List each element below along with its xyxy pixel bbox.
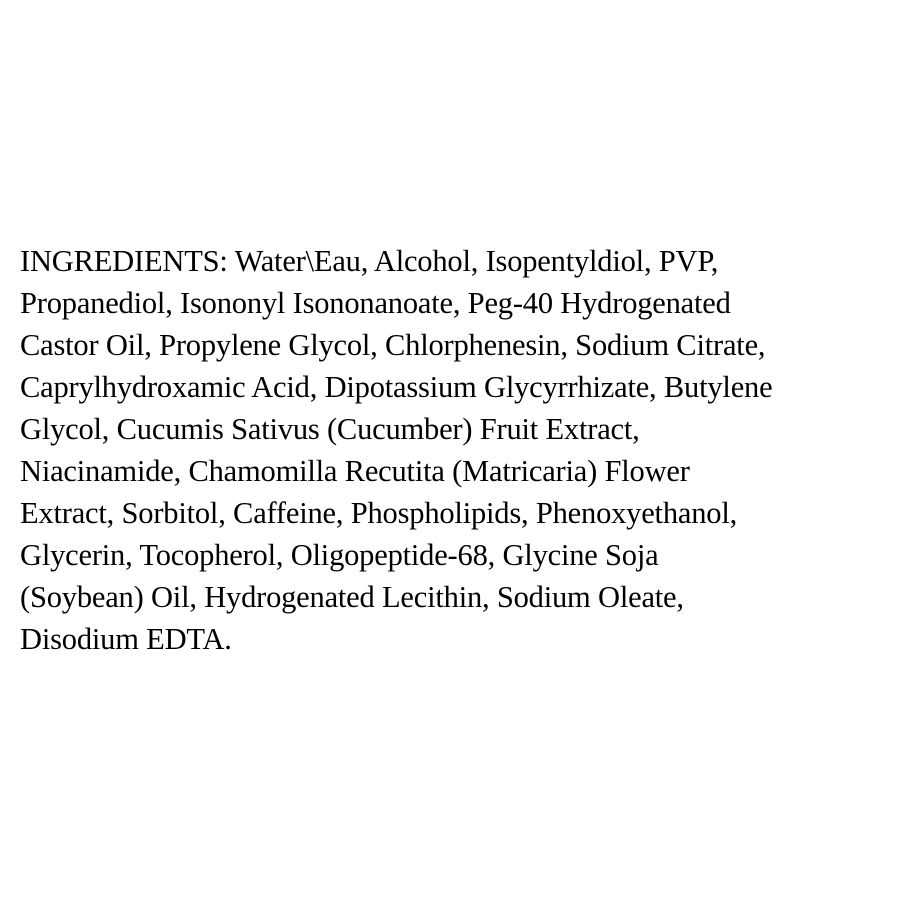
ingredients-text (20, 240, 890, 660)
ingredients-line: Caprylhydroxamic Acid, Dipotassium Glycyrrhizate, Butylene (20, 370, 773, 404)
ingredients-line: Glycerin, Tocopherol, Oligopeptide-68, Glycine Soja (20, 538, 659, 572)
ingredients-line: Glycol, Cucumis Sativus (Cucumber) Fruit Extract, (20, 412, 640, 446)
ingredients-line: Castor Oil, Propylene Glycol, Chlorphenesin, Sodium Citrate, (20, 328, 766, 362)
ingredients-line: Propanediol, Isononyl Isononanoate, Peg-40 Hydrogenated (20, 286, 731, 320)
ingredients-line: Disodium EDTA. (20, 622, 232, 656)
ingredients-line: INGREDIENTS: Water\Eau, Alcohol, Isopentyldiol, PVP, (20, 244, 719, 278)
ingredients-line: Niacinamide, Chamomilla Recutita (Matricaria) Flower (20, 454, 690, 488)
ingredients-line: (Soybean) Oil, Hydrogenated Lecithin, Sodium Oleate, (20, 580, 684, 614)
ingredients-line: Extract, Sorbitol, Caffeine, Phospholipids, Phenoxyethanol, (20, 496, 738, 530)
